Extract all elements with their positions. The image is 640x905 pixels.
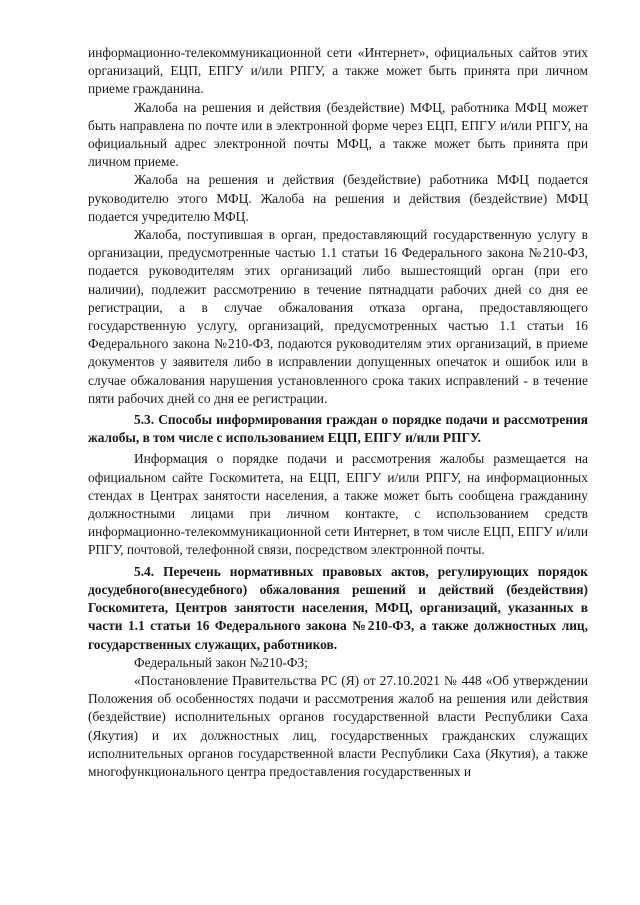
paragraph-complaint-review: Жалоба, поступившая в орган, предоставляющий государственную услугу в организации, предусмотренные частью 1.1 статьи 16 Федерального закона №210-ФЗ, подается руководителям этих организаций либо вышестоящий орган (при его наличии), подлежит рассмотрению в течение пятнадцати рабочих дней со дня ее регистрации, а в случае обжалования отказа органа, предоставляющего государственную услугу, организаций, предусмотренных частью 1.1 статьи 16 Федерального закона №210-ФЗ, подаются руководителям этих организаций, в приеме документов у заявителя либо в исправлении допущенных опечаток и ошибок или в случае обжалования нарушения установленного срока таких исправлений - в течение пяти рабочих дней со дня ее регистрации. [88, 227, 588, 406]
paragraph-federal-law: Федеральный закон №210-ФЗ; [134, 654, 308, 670]
paragraph-mfc-worker-complaint: Жалоба на решения и действия (бездействие) работника МФЦ подается руководителю этого МФЦ. Жалоба на решения и действия (бездействие) МФЦ подается учредителю МФЦ. [88, 172, 588, 224]
section-heading-5-3: 5.3. Способы информирования граждан о порядке подачи и рассмотрения жалобы, в том числе с использованием ЕЦП, ЕПГУ и/или РПГУ. [88, 412, 588, 446]
paragraph-continuation: информационно-телекоммуникационной сети «Интернет», официальных сайтов этих организаций, ЕЦП, ЕПГУ и/или РПГУ, а также может быть принята при личном приеме гражданина. [88, 45, 588, 97]
paragraph-resolution: «Постановление Правительства РС (Я) от 27.10.2021 № 448 «Об утверждении Положения об особенностях подачи и рассмотрения жалоб на решения или действия (бездействие) исполнительных органов государственной власти Республики Саха (Якутия) и их должностных лиц, государственных гражданских служащих исполнительных органов государственной власти Республики Саха (Якутия), а также многофункционального центра предоставления государственных и [88, 672, 588, 779]
section-heading-5-4: 5.4. Перечень нормативных правовых актов, регулирующих порядок досудебного(внесудебного) обжалования решений и действий (бездействия) Госкомитета, Центров занятости населения, МФЦ, организаций, указанных в части 1.1 статьи 16 Федерального закона №210-ФЗ, а также должностных лиц, государственных служащих, работников. [88, 563, 588, 652]
paragraph-mfc-complaint: Жалоба на решения и действия (бездействие) МФЦ, работника МФЦ может быть направлена по почте или в электронной форме через ЕЦП, ЕПГУ и/или РПГУ, на официальный адрес электронной почты МФЦ, а также может быть принята при личном приеме. [88, 99, 588, 170]
paragraph-information: Информация о порядке подачи и рассмотрения жалобы размещается на официальном сайте Госкомитета, на ЕЦП, ЕПГУ и/или РПГУ, на информационных стендах в Центрах занятости населения, а также может быть сообщена гражданину должностными лицами при личном контакте, с использованием средств информационно-телекоммуникационной сети Интернет, в том числе ЕЦП, ЕПГУ и/или РПГУ, почтовой, телефонной связи, посредством электронной почты. [88, 451, 588, 558]
